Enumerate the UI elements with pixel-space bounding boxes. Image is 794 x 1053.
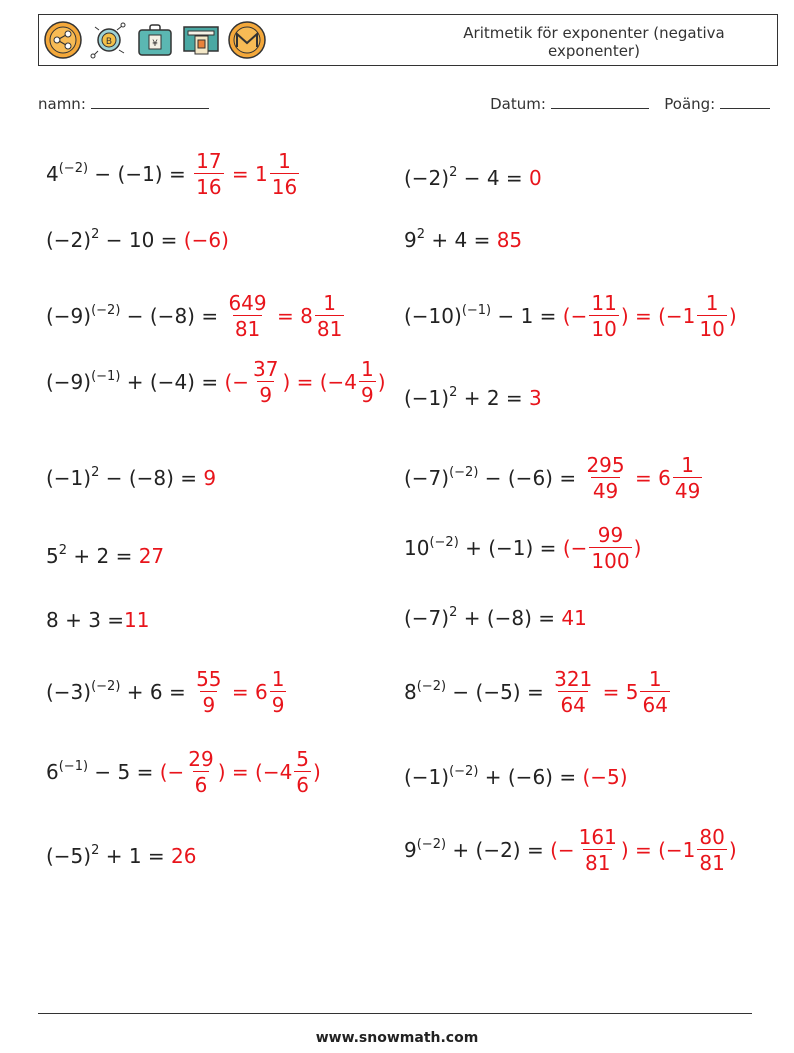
footer-divider	[38, 1013, 752, 1014]
answer-text: (−	[562, 536, 588, 560]
share-coin-icon	[43, 20, 83, 60]
operation: − 10 =	[99, 228, 184, 252]
exponent: (−2)	[449, 764, 479, 779]
exponent: (−1)	[461, 303, 492, 318]
svg-text:¥: ¥	[152, 39, 158, 49]
numerator: 161	[578, 825, 617, 849]
denominator: 9	[271, 693, 285, 717]
answer-text: 41	[561, 606, 587, 630]
exponent: 2	[91, 843, 100, 858]
fraction	[697, 293, 726, 339]
exponent: 2	[449, 605, 458, 620]
answer-text: 0	[529, 166, 542, 190]
numerator: 649	[228, 291, 267, 315]
answer	[192, 669, 288, 715]
answer	[563, 293, 737, 339]
fraction	[552, 669, 594, 715]
denominator: 64	[560, 693, 586, 717]
answer-text: = 1	[225, 162, 268, 186]
question	[46, 544, 139, 568]
fraction	[186, 749, 215, 795]
denominator: 6	[194, 773, 208, 797]
answer-text: (−	[562, 304, 588, 328]
answer-text: ) = (−4	[282, 370, 358, 394]
date-label: Datum:	[490, 95, 546, 113]
question	[46, 228, 184, 252]
operation: + (−1) =	[458, 536, 563, 560]
answer	[582, 455, 704, 501]
answer	[563, 525, 642, 571]
question	[404, 386, 529, 410]
problem-18	[404, 747, 628, 807]
fraction	[194, 669, 223, 715]
answer-text: )	[633, 536, 642, 560]
fraction	[226, 293, 268, 339]
problem-15	[46, 662, 288, 722]
answer-text: = 6	[225, 680, 268, 704]
date-blank[interactable]	[551, 94, 649, 109]
question	[46, 760, 160, 784]
answer	[124, 608, 149, 632]
base: (−9)	[46, 370, 92, 394]
problem-17	[46, 742, 321, 802]
fraction	[589, 525, 631, 571]
answer	[160, 749, 321, 795]
score-label: Poäng:	[664, 95, 716, 113]
problem-3	[46, 210, 229, 270]
worksheet-title: Aritmetik för exponenter (negativa exponenter)	[463, 24, 725, 60]
fraction	[294, 749, 311, 795]
denominator: 9	[361, 383, 374, 407]
answer	[529, 386, 542, 410]
fraction	[270, 151, 299, 197]
worksheet-header	[38, 14, 778, 66]
problem-10	[404, 448, 704, 508]
base: (−9)	[46, 304, 92, 328]
fraction	[194, 151, 223, 197]
numerator: 29	[188, 747, 214, 771]
question	[46, 370, 224, 394]
base: 8	[404, 680, 417, 704]
problem-14	[404, 588, 587, 648]
answer	[203, 466, 216, 490]
problem-9	[46, 448, 216, 508]
header-icons	[43, 20, 267, 60]
problem-20	[404, 820, 737, 880]
denominator: 49	[674, 479, 701, 503]
question	[404, 466, 582, 490]
question	[404, 166, 529, 190]
base: 10	[404, 536, 430, 560]
operation: − (−6) =	[478, 466, 583, 490]
numerator: 37	[253, 357, 279, 381]
operation: − (−8) =	[99, 466, 204, 490]
base: (−3)	[46, 680, 92, 704]
cash-register-icon	[181, 20, 221, 60]
denominator: 49	[592, 479, 619, 503]
problem-16	[404, 662, 672, 722]
fraction	[673, 455, 702, 501]
question	[46, 466, 203, 490]
denominator: 100	[591, 549, 630, 573]
fraction	[270, 669, 287, 715]
answer-text: (−6)	[183, 228, 229, 252]
operation: − 5 =	[88, 760, 160, 784]
exponent: (−2)	[91, 303, 121, 318]
answer-text: 11	[124, 608, 150, 632]
denominator: 81	[234, 317, 261, 341]
exponent: (−2)	[429, 535, 459, 550]
answer	[561, 606, 586, 630]
operation: + 2 =	[67, 544, 139, 568]
numerator: 1	[681, 453, 694, 477]
exponent: 2	[449, 385, 458, 400]
operation: + 2 =	[457, 386, 530, 410]
operation: + (−4) =	[120, 370, 225, 394]
answer-text: 9	[203, 466, 217, 490]
answer-text: (−	[224, 370, 250, 394]
problem-11	[46, 526, 164, 586]
question	[46, 304, 224, 328]
problem-7	[46, 352, 386, 412]
answer	[192, 151, 301, 197]
numerator: 80	[699, 825, 725, 849]
answer	[550, 827, 737, 873]
answer-text: = 5	[596, 680, 639, 704]
answer	[582, 765, 627, 789]
answer-text: )	[313, 760, 321, 784]
operation: − (−5) =	[446, 680, 551, 704]
answer-text: = 8	[270, 304, 313, 328]
numerator: 1	[705, 291, 719, 315]
exponent: (−2)	[58, 161, 89, 176]
answer	[171, 844, 196, 868]
base: (−1)	[46, 466, 92, 490]
question	[46, 844, 171, 868]
exponent: (−2)	[416, 679, 447, 694]
denominator: 64	[642, 693, 668, 717]
base: 9	[404, 228, 417, 252]
fraction	[697, 827, 726, 873]
problem-8	[404, 368, 542, 428]
answer	[139, 544, 164, 568]
fraction	[359, 359, 376, 405]
money-suitcase-icon	[135, 20, 175, 60]
fraction	[640, 669, 669, 715]
base: 9	[404, 838, 417, 862]
numerator: 99	[597, 523, 624, 547]
numerator: 17	[196, 149, 222, 173]
exponent: 2	[91, 465, 100, 480]
base: (−5)	[46, 844, 92, 868]
question	[404, 304, 563, 328]
base: (−7)	[404, 606, 450, 630]
answer	[224, 359, 385, 405]
exponent: (−1)	[91, 369, 121, 384]
answer-text: )	[728, 304, 737, 328]
base: (−2)	[46, 228, 92, 252]
fraction	[589, 293, 618, 339]
operation: − 1 =	[491, 304, 563, 328]
base: 8 + 3 =	[46, 608, 125, 632]
denominator: 16	[271, 175, 298, 199]
fraction	[315, 293, 344, 339]
operation: + (−6) =	[478, 765, 583, 789]
answer-text: (−5)	[582, 765, 628, 789]
question	[404, 838, 550, 862]
question	[46, 608, 124, 632]
numerator: 1	[323, 291, 336, 315]
answer-text: = 6	[628, 466, 671, 490]
operation: − (−8) =	[120, 304, 225, 328]
base: (−7)	[404, 466, 450, 490]
numerator: 5	[296, 747, 310, 771]
base: (−1)	[404, 765, 450, 789]
operation: + 1 =	[99, 844, 172, 868]
answer-text: ) = (−1	[620, 838, 696, 862]
problem-12	[404, 518, 641, 578]
problem-4	[404, 210, 522, 270]
fraction	[251, 359, 280, 405]
denominator: 81	[316, 317, 343, 341]
answer-text: (−	[159, 760, 185, 784]
score-blank[interactable]	[720, 94, 770, 109]
operation: − 4 =	[457, 166, 530, 190]
denominator: 6	[296, 773, 310, 797]
operation: + 4 =	[425, 228, 497, 252]
answer-text: (−	[550, 838, 575, 862]
question	[404, 765, 582, 789]
answer-text: 3	[529, 386, 542, 410]
exponent: (−2)	[91, 679, 121, 694]
operation: − (−1) =	[88, 162, 193, 186]
numerator: 55	[196, 667, 222, 691]
base: (−1)	[404, 386, 450, 410]
exponent: 2	[449, 165, 458, 180]
exponent: 2	[416, 227, 426, 242]
question	[404, 536, 563, 560]
exponent: (−2)	[416, 837, 447, 852]
base: (−10)	[404, 304, 462, 328]
denominator: 9	[202, 693, 216, 717]
monero-coin-icon	[227, 20, 267, 60]
operation: + (−2) =	[446, 838, 551, 862]
date-score-fields	[490, 94, 770, 113]
numerator: 11	[591, 291, 617, 315]
answer	[497, 228, 522, 252]
answer-text: ) = (−4	[217, 760, 293, 784]
question	[46, 680, 192, 704]
problem-1	[46, 144, 301, 204]
question	[46, 162, 192, 186]
numerator: 1	[648, 667, 662, 691]
answer-text: 26	[171, 844, 197, 868]
question	[404, 680, 550, 704]
operation: + (−8) =	[457, 606, 562, 630]
numerator: 321	[554, 667, 593, 691]
name-blank[interactable]	[91, 94, 209, 109]
bitcoin-network-icon	[89, 20, 129, 60]
problem-6	[404, 286, 737, 346]
question	[404, 606, 561, 630]
base: 4	[46, 162, 59, 186]
answer	[184, 228, 229, 252]
numerator: 1	[278, 149, 291, 173]
fraction	[584, 455, 626, 501]
denominator: 81	[585, 851, 611, 875]
denominator: 10	[591, 317, 617, 341]
numerator: 1	[271, 667, 285, 691]
answer	[550, 669, 672, 715]
denominator: 16	[196, 175, 222, 199]
exponent: (−2)	[449, 465, 479, 480]
answer-text: )	[728, 838, 737, 862]
base: (−2)	[404, 166, 450, 190]
fraction	[577, 827, 619, 873]
operation: + 6 =	[120, 680, 193, 704]
problem-13	[46, 590, 150, 650]
base: 5	[46, 544, 59, 568]
answer-text: 85	[496, 228, 523, 252]
question	[404, 228, 497, 252]
problem-2	[404, 148, 542, 208]
answer-text: 27	[138, 544, 165, 568]
numerator: 1	[361, 357, 374, 381]
problem-5	[46, 286, 346, 346]
exponent: 2	[91, 227, 100, 242]
footer-url: www.snowmath.com	[315, 1030, 479, 1046]
answer	[224, 293, 346, 339]
denominator: 81	[699, 851, 725, 875]
problem-19	[46, 826, 197, 886]
exponent: (−1)	[58, 759, 89, 774]
svg-text:B: B	[105, 37, 113, 47]
answer	[529, 166, 542, 190]
answer-text: ) = (−1	[620, 304, 696, 328]
exponent: 2	[58, 543, 68, 558]
denominator: 10	[699, 317, 725, 341]
answer-text: )	[377, 370, 386, 394]
name-label: namn:	[38, 95, 86, 113]
base: 6	[46, 760, 59, 784]
name-field	[38, 94, 209, 113]
denominator: 9	[259, 383, 273, 407]
numerator: 295	[586, 453, 625, 477]
